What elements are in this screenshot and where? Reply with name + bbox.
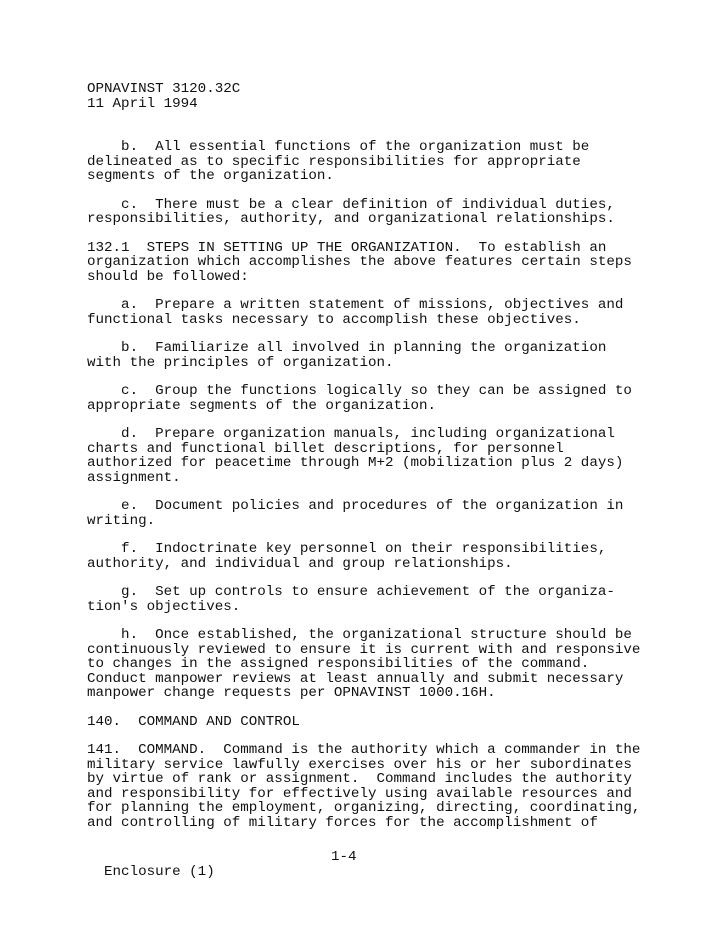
text-line: Conduct manpower reviews at least annually and submit necessary: [87, 670, 624, 687]
document-page: [87, 82, 687, 844]
page-number: 1-4: [331, 849, 357, 865]
document-date: 11 April 1994: [87, 95, 198, 112]
paragraph: [87, 585, 687, 614]
text-line: f. Indoctrinate key personnel on their responsibilities,: [87, 541, 607, 557]
text-line: for planning the employment, organizing, directing, coordinating,: [87, 800, 641, 816]
text-line: 132.1 STEPS IN SETTING UP THE ORGANIZATION. To establish an: [87, 239, 607, 256]
text-line: with the principles of organization.: [87, 354, 394, 371]
paragraph: [87, 140, 687, 184]
text-line: military service lawfully exercises over his or her subordinates: [87, 756, 632, 773]
paragraph: [87, 198, 687, 227]
text-line: b. Familiarize all involved in planning the organization: [87, 340, 607, 356]
text-line: delineated as to specific responsibilities for appropriate: [87, 153, 581, 170]
text-line: c. There must be a clear definition of individual duties,: [87, 196, 615, 213]
paragraph: [87, 298, 687, 327]
text-line: manpower change requests per OPNAVINST 1000.16H.: [87, 685, 496, 701]
enclosure-label: Enclosure (1): [104, 863, 215, 880]
text-line: functional tasks necessary to accomplish these objectives.: [87, 311, 581, 328]
paragraph: [87, 542, 687, 571]
paragraph: [87, 628, 687, 701]
text-line: authorized for peacetime through M+2 (mobilization plus 2 days): [87, 455, 624, 471]
text-line: tion's objectives.: [87, 598, 241, 615]
text-line: organization which accomplishes the above features certain steps: [87, 254, 632, 270]
paragraph: [87, 743, 687, 830]
text-line: g. Set up controls to ensure achievement of the organiza-: [87, 584, 615, 600]
text-line: h. Once established, the organizational structure should be: [87, 627, 632, 643]
text-line: segments of the organization.: [87, 168, 334, 184]
text-line: charts and functional billet descriptions, for personnel: [87, 440, 564, 457]
text-line: b. All essential functions of the organization must be: [87, 139, 590, 155]
text-line: appropriate segments of the organization.: [87, 397, 437, 414]
document-header: [87, 82, 687, 111]
text-line: continuously reviewed to ensure it is current with and responsive: [87, 641, 641, 658]
text-line: and controlling of military forces for the accomplishment of: [87, 814, 598, 831]
paragraph: [87, 499, 687, 528]
text-line: authority, and individual and group relationships.: [87, 555, 513, 572]
text-line: assignment.: [87, 469, 181, 486]
paragraph: [87, 427, 687, 485]
paragraph: [87, 241, 687, 285]
document-id: OPNAVINST 3120.32C: [87, 81, 241, 97]
text-line: writing.: [87, 512, 156, 529]
text-line: d. Prepare organization manuals, including organizational: [87, 426, 615, 442]
text-line: responsibilities, authority, and organizational relationships.: [87, 211, 615, 227]
text-line: to changes in the assigned responsibilities of the command.: [87, 656, 590, 672]
paragraph: [87, 715, 687, 730]
document-body: [87, 140, 687, 830]
text-line: by virtue of rank or assignment. Command includes the authority: [87, 771, 632, 787]
text-line: 140. COMMAND AND CONTROL: [87, 713, 300, 730]
text-line: e. Document policies and procedures of the organization in: [87, 498, 624, 514]
text-line: c. Group the functions logically so they can be assigned to: [87, 383, 632, 399]
page-footer: [87, 849, 357, 894]
text-line: 141. COMMAND. Command is the authority which a commander in the: [87, 742, 641, 758]
text-line: a. Prepare a written statement of missions, objectives and: [87, 297, 624, 313]
text-line: should be followed:: [87, 268, 249, 285]
paragraph: [87, 384, 687, 413]
paragraph: [87, 341, 687, 370]
text-line: and responsibility for effectively using available resources and: [87, 785, 632, 802]
